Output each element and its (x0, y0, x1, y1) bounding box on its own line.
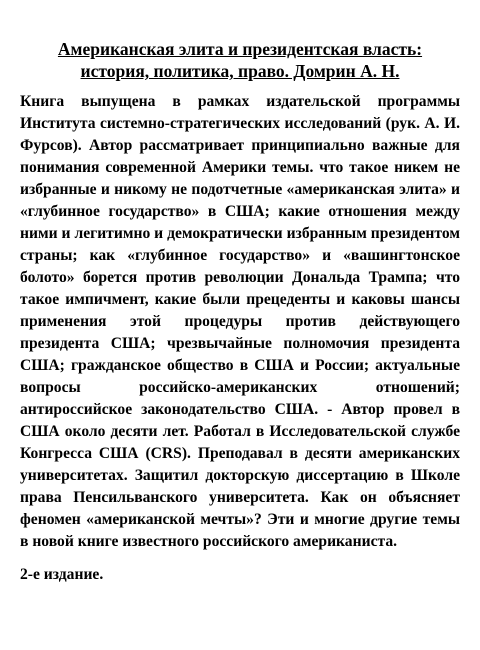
book-description: Книга выпущена в рамках издательской программы Института системно-стратегических исследований (рук. А. И. Фурсов). Автор рассматривает принципиально важные для понимания современной Америки темы. что такое никем не избранные и никому не подотчетные «американская элита» и «глубинное государство» в США; какие отношения между ними и легитимно и демократически избранным президентом страны; как «глубинное государство» и «вашингтонское болото» борется против революции Дональда Трампа; что такое импичмент, какие были прецеденты и каковы шансы применения этой процедуры против действующего президента США; чрезвычайные полномочия президента США; гражданское общество в США и России; актуальные вопросы российско-американских отношений; антироссийское законодательство США. - Автор провел в США около десяти лет. Работал в Исследовательской службе Конгресса США (CRS). Преподавал в десяти американских университетах. Защитил докторскую диссертацию в Школе права Пенсильванского университета. Как он объясняет феномен «американской мечты»? Эти и многие другие темы в новой книге известного российского американиста. (20, 93, 460, 550)
book-title: Американская элита и президентская власть: история, политика, право. Домрин А. Н. (57, 39, 423, 81)
edition-note: 2-е издание. (20, 566, 104, 583)
